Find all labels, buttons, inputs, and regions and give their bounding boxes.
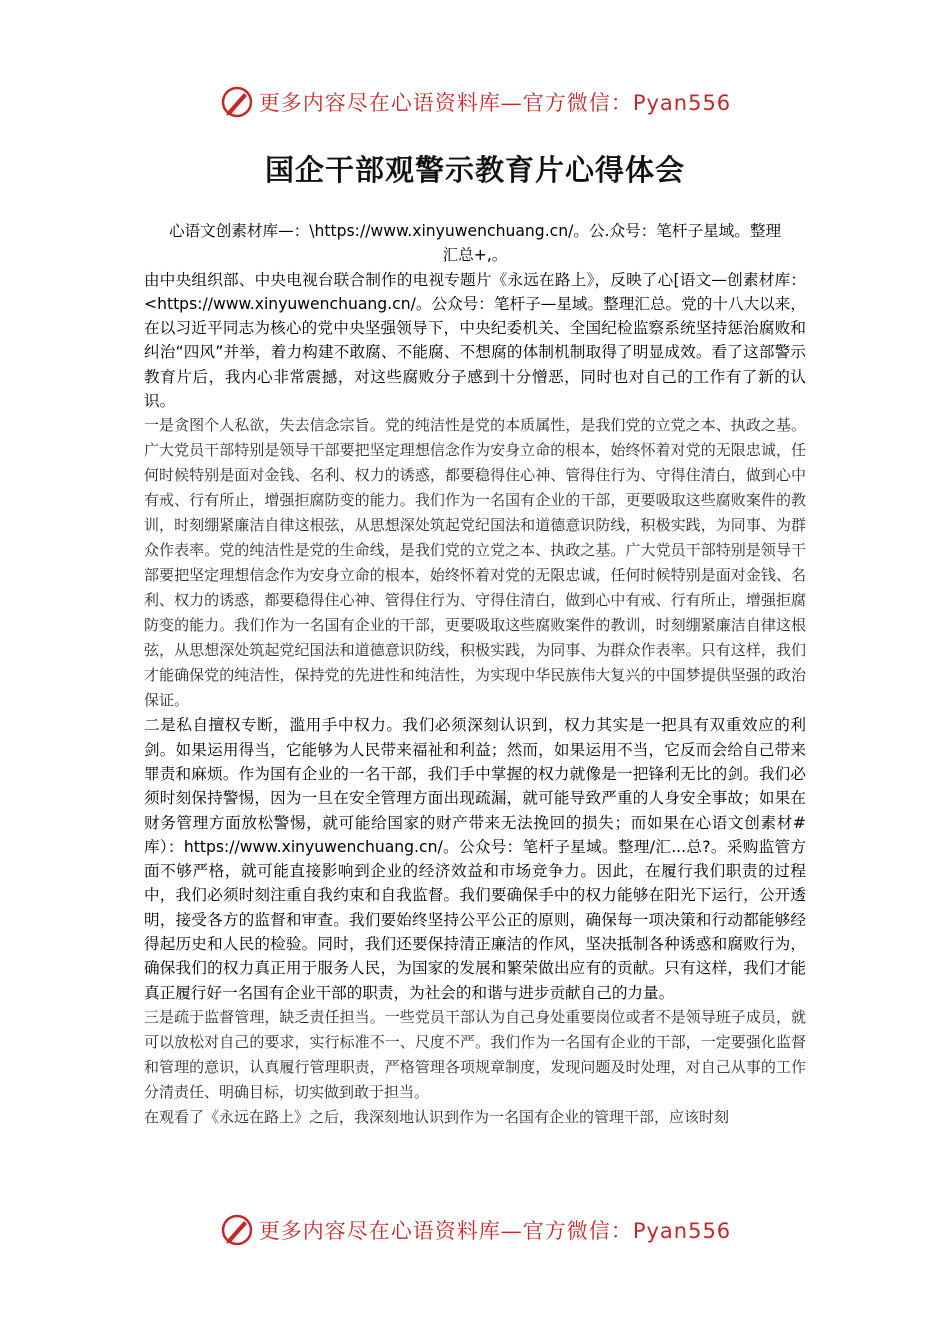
banner-text: 更多内容尽在心语资料库—官方微信： [258,91,633,115]
pen-circle-logo-icon [219,1212,255,1248]
header-banner [0,80,950,124]
intro-paragraph: 由中央组织部、中央电视台联合制作的电视专题片《永远在路上》，反映了心[语文—创素材库：<https://www.xinyuwenchuang.cn/。公众号：笔杆子—星域。整理汇总。党的十八大以来，在以习近平同志为核心的党中央坚强领导下，中央纪委机关、全国纪检监察系统坚持惩治腐败和纠治“四风”并举，着力构建不敢腐、不能腐、不想腐的体制机制取得了明显成效。看了这部警示教育片后，我内心非常震撼，对这些腐败分子感到十分憎恶，同时也对自己的工作有了新的认识。 [144,270,806,411]
source-line-1: 心语文创素材库—：\https://www.xinyuwenchuang.cn/。公.众号：笔杆子星域。整理 [168,222,782,240]
point-3-paragraph: 三是疏于监督管理，缺乏责任担当。一些党员干部认为自己身处重要岗位或者不是领导班子成员，就可以放松对自己的要求，实行标准不一、尺度不严。我们作为一名国有企业的干部，一定要强化监督和管理的意识，认真履行管理职责，严格管理各项规章制度，发现问题及时处理，对自己从事的工作分清责任、明确目标，切实做到敢于担当。 [144,1007,806,1101]
footer-banner [0,1208,950,1252]
point-2-paragraph: 二是私自擅权专断，滥用手中权力。我们必须深刻认识到，权力其实是一把具有双重效应的利剑。如果运用得当，它能够为人民带来福祉和利益；然而，如果运用不当，它反而会给自己带来罪责和麻烦。作为国有企业的一名干部，我们手中掌握的权力就像是一把锋利无比的剑。我们必须时刻保持警惕，因为一旦在安全管理方面出现疏漏，就可能导致严重的人身安全事故；如果在财务管理方面放松警惕，就可能给国家的财产带来无法挽回的损失；而如果在心语文创素材#库）：https://www.xinyuwenchuang.cn/。公众号：笔杆子星域。整理/汇...总?。采购监管方面不够严格，就可能直接影响到企业的经济效益和市场竞争力。因此，在履行我们职责的过程中，我们必须时刻注重自我约束和自我监督。我们要确保手中的权力能够在阳光下运行，公开透明，接受各方的监督和审查。我们要始终坚持公平公正的原则，确保每一项决策和行动都能够经得起历史和人民的检验。同时，我们还要保持清正廉洁的作风，坚决抵制各种诱惑和腐败行为，确保我们的权力真正用于服务人民，为国家的发展和繁荣做出应有的贡献。只有这样，我们才能真正履行好一名国有企业干部的职责，为社会的和谐与进步贡献自己的力量。 [144,716,806,1002]
page-title: 国企干部观警示教育片心得体会 [264,153,685,187]
wechat-id: Pyan556 [632,1219,732,1243]
banner-text: 更多内容尽在心语资料库—官方微信： [258,1219,633,1243]
wechat-id: Pyan556 [632,91,732,115]
document-body [144,219,806,1130]
pen-circle-logo-icon [219,84,255,120]
point-1-paragraph: 一是贪图个人私欲，失去信念宗旨。党的纯洁性是党的本质属性，是我们党的立党之本、执政之基。广大党员干部特别是领导干部要把坚定理想信念作为安身立命的根本，始终怀着对党的无限忠诚，任何时候特别是面对金钱、名利、权力的诱惑，都要稳得住心神、管得住行为、守得住清白，做到心中有戒、行有所止，增强拒腐防变的能力。我们作为一名国有企业的干部，更要吸取这些腐败案件的教训，时刻绷紧廉洁自律这根弦，从思想深处筑起党纪国法和道德意识防线，积极实践，为同事、为群众作表率。党的纯洁性是党的生命线，是我们党的立党之本、执政之基。广大党员干部特别是领导干部要把坚定理想信念作为安身立命的根本，始终怀着对党的无限忠诚，任何时候特别是面对金钱、名利、权力的诱惑，都要稳得住心神、管得住行为、守得住清白，做到心中有戒、行有所止，增强拒腐防变的能力。我们作为一名国有企业的干部，更要吸取这些腐败案件的教训，时刻绷紧廉洁自律这根弦，从思想深处筑起党纪国法和道德意识防线，积极实践，为同事、为群众作表率。只有这样，我们才能确保党的纯洁性，保持党的先进性和纯洁性，为实现中华民族伟大复兴的中国梦提供坚强的政治保证。 [144,416,806,710]
source-line-2: 汇总+,。 [442,246,508,265]
closing-paragraph: 在观看了《永远在路上》之后，我深刻地认识到作为一名国有企业的管理干部，应该时刻 [144,1107,730,1126]
